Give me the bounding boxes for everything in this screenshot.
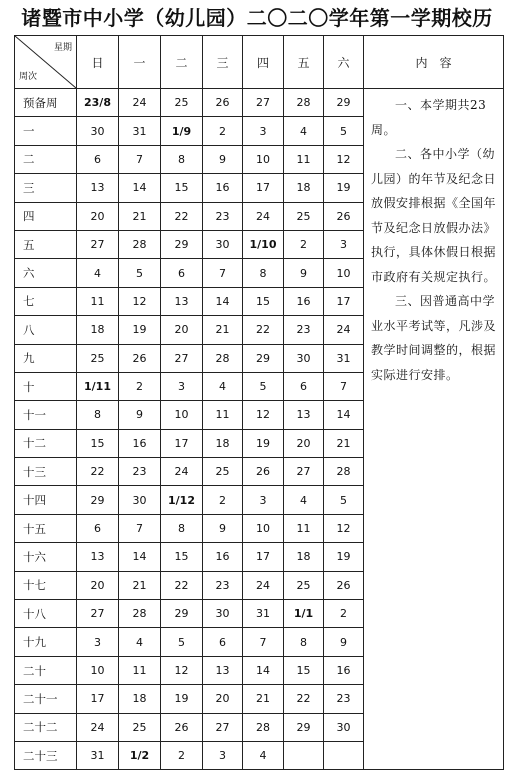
date-cell: 21 — [324, 429, 364, 457]
date-cell: 26 — [119, 344, 161, 372]
date-cell: 27 — [284, 458, 324, 486]
date-cell: 3 — [203, 741, 243, 769]
date-cell: 11 — [119, 656, 161, 684]
date-cell: 31 — [77, 741, 119, 769]
date-cell: 18 — [119, 685, 161, 713]
date-cell: 27 — [77, 230, 119, 258]
date-cell: 7 — [243, 628, 284, 656]
date-cell: 6 — [77, 145, 119, 173]
corner-week-label: 周次 — [19, 72, 38, 82]
date-cell: 3 — [243, 117, 284, 145]
week-row — [15, 89, 504, 117]
date-cell: 28 — [243, 713, 284, 741]
date-cell: 1/10 — [243, 230, 284, 258]
date-cell: 27 — [203, 713, 243, 741]
date-cell: 26 — [203, 89, 243, 117]
date-cell: 17 — [161, 429, 203, 457]
date-cell: 7 — [203, 259, 243, 287]
content-paragraph: 一、本学期共23周。 — [371, 98, 487, 137]
header-content: 内 容 — [364, 36, 504, 89]
date-cell: 4 — [203, 372, 243, 400]
date-cell: 21 — [243, 685, 284, 713]
date-cell: 11 — [77, 287, 119, 315]
date-cell: 20 — [203, 685, 243, 713]
date-cell: 5 — [119, 259, 161, 287]
date-cell: 17 — [243, 543, 284, 571]
date-cell: 11 — [284, 514, 324, 542]
date-cell: 2 — [203, 486, 243, 514]
date-cell: 2 — [119, 372, 161, 400]
date-cell: 7 — [119, 514, 161, 542]
date-cell: 22 — [243, 316, 284, 344]
date-cell: 30 — [203, 230, 243, 258]
date-cell: 5 — [324, 486, 364, 514]
date-cell: 6 — [284, 372, 324, 400]
date-cell: 22 — [77, 458, 119, 486]
date-cell: 30 — [203, 600, 243, 628]
week-label: 二 — [15, 145, 77, 173]
date-cell: 10 — [161, 401, 203, 429]
date-cell: 12 — [324, 145, 364, 173]
week-label: 十三 — [15, 458, 77, 486]
week-label: 十七 — [15, 571, 77, 599]
date-cell: 18 — [284, 174, 324, 202]
date-cell: 14 — [119, 174, 161, 202]
date-cell: 29 — [324, 89, 364, 117]
date-cell: 18 — [284, 543, 324, 571]
date-cell: 24 — [77, 713, 119, 741]
date-cell: 20 — [161, 316, 203, 344]
date-cell: 16 — [203, 543, 243, 571]
date-cell: 9 — [324, 628, 364, 656]
content-cell — [364, 89, 504, 770]
date-cell: 26 — [324, 202, 364, 230]
week-label: 五 — [15, 230, 77, 258]
date-cell: 13 — [284, 401, 324, 429]
date-cell: 13 — [77, 543, 119, 571]
calendar-table — [14, 35, 504, 770]
date-cell: 2 — [284, 230, 324, 258]
date-cell: 16 — [284, 287, 324, 315]
week-label: 十四 — [15, 486, 77, 514]
date-cell: 29 — [243, 344, 284, 372]
date-cell: 24 — [119, 89, 161, 117]
header-day: 五 — [284, 36, 324, 89]
date-cell: 17 — [77, 685, 119, 713]
date-cell: 10 — [77, 656, 119, 684]
date-cell: 27 — [243, 89, 284, 117]
date-cell: 23/8 — [77, 89, 119, 117]
date-cell: 15 — [161, 543, 203, 571]
week-label: 七 — [15, 287, 77, 315]
week-label: 三 — [15, 174, 77, 202]
date-cell: 5 — [324, 117, 364, 145]
date-cell: 4 — [243, 741, 284, 769]
week-label: 四 — [15, 202, 77, 230]
date-cell: 18 — [77, 316, 119, 344]
date-cell: 5 — [161, 628, 203, 656]
date-cell: 17 — [324, 287, 364, 315]
date-cell: 21 — [119, 202, 161, 230]
week-label: 十一 — [15, 401, 77, 429]
header-day: 一 — [119, 36, 161, 89]
week-label: 十九 — [15, 628, 77, 656]
date-cell: 1/9 — [161, 117, 203, 145]
date-cell: 8 — [284, 628, 324, 656]
date-cell: 1/1 — [284, 600, 324, 628]
date-cell: 17 — [243, 174, 284, 202]
date-cell: 19 — [324, 174, 364, 202]
date-cell: 9 — [284, 259, 324, 287]
corner-weekday-label: 星期 — [53, 43, 72, 53]
date-cell: 18 — [203, 429, 243, 457]
week-label: 十五 — [15, 514, 77, 542]
date-cell: 14 — [119, 543, 161, 571]
date-cell: 31 — [324, 344, 364, 372]
date-cell: 21 — [119, 571, 161, 599]
date-cell: 31 — [119, 117, 161, 145]
date-cell: 15 — [77, 429, 119, 457]
date-cell: 15 — [161, 174, 203, 202]
date-cell: 22 — [161, 571, 203, 599]
date-cell: 25 — [119, 713, 161, 741]
date-cell: 25 — [161, 89, 203, 117]
date-cell: 4 — [119, 628, 161, 656]
date-cell: 9 — [203, 514, 243, 542]
date-cell: 30 — [324, 713, 364, 741]
date-cell: 14 — [324, 401, 364, 429]
date-cell — [284, 741, 324, 769]
date-cell: 20 — [284, 429, 324, 457]
date-cell: 2 — [324, 600, 364, 628]
date-cell: 28 — [284, 89, 324, 117]
date-cell: 23 — [203, 202, 243, 230]
date-cell: 25 — [203, 458, 243, 486]
week-label: 八 — [15, 316, 77, 344]
date-cell: 15 — [243, 287, 284, 315]
date-cell: 30 — [284, 344, 324, 372]
week-label: 二十三 — [15, 741, 77, 769]
date-cell: 12 — [119, 287, 161, 315]
date-cell: 19 — [324, 543, 364, 571]
date-cell: 20 — [77, 202, 119, 230]
date-cell: 5 — [243, 372, 284, 400]
date-cell: 8 — [161, 145, 203, 173]
date-cell: 29 — [161, 230, 203, 258]
date-cell: 7 — [324, 372, 364, 400]
week-label: 预备周 — [15, 89, 77, 117]
week-label: 六 — [15, 259, 77, 287]
date-cell: 19 — [243, 429, 284, 457]
date-cell: 14 — [203, 287, 243, 315]
header-row — [15, 36, 504, 89]
date-cell: 27 — [161, 344, 203, 372]
date-cell: 26 — [243, 458, 284, 486]
date-cell: 1/2 — [119, 741, 161, 769]
week-label: 一 — [15, 117, 77, 145]
date-cell: 4 — [284, 486, 324, 514]
date-cell: 13 — [161, 287, 203, 315]
week-label: 十二 — [15, 429, 77, 457]
date-cell: 24 — [324, 316, 364, 344]
header-day: 六 — [324, 36, 364, 89]
date-cell: 8 — [243, 259, 284, 287]
date-cell: 11 — [284, 145, 324, 173]
week-label: 十八 — [15, 600, 77, 628]
date-cell: 14 — [243, 656, 284, 684]
date-cell: 30 — [119, 486, 161, 514]
date-cell: 3 — [77, 628, 119, 656]
content-paragraph: 二、各中小学（幼儿园）的年节及纪念日放假安排根据《全国年节及纪念日放假办法》执行，具体休假日根据市政府有关规定执行。 — [371, 147, 497, 284]
date-cell: 12 — [243, 401, 284, 429]
date-cell: 9 — [119, 401, 161, 429]
date-cell: 24 — [243, 202, 284, 230]
date-cell: 11 — [203, 401, 243, 429]
date-cell: 2 — [161, 741, 203, 769]
date-cell: 22 — [284, 685, 324, 713]
date-cell: 28 — [119, 230, 161, 258]
date-cell: 3 — [324, 230, 364, 258]
date-cell: 4 — [284, 117, 324, 145]
date-cell: 7 — [119, 145, 161, 173]
date-cell: 24 — [161, 458, 203, 486]
header-day: 二 — [161, 36, 203, 89]
date-cell: 27 — [77, 600, 119, 628]
date-cell: 8 — [77, 401, 119, 429]
date-cell: 3 — [243, 486, 284, 514]
header-day: 四 — [243, 36, 284, 89]
date-cell: 16 — [324, 656, 364, 684]
date-cell — [324, 741, 364, 769]
date-cell: 16 — [203, 174, 243, 202]
date-cell: 29 — [161, 600, 203, 628]
week-label: 九 — [15, 344, 77, 372]
date-cell: 22 — [161, 202, 203, 230]
content-paragraph: 三、因普通高中学业水平考试等，凡涉及教学时间调整的，根据实际进行安排。 — [371, 294, 497, 382]
date-cell: 25 — [77, 344, 119, 372]
date-cell: 25 — [284, 202, 324, 230]
date-cell: 19 — [119, 316, 161, 344]
date-cell: 6 — [77, 514, 119, 542]
date-cell: 23 — [324, 685, 364, 713]
date-cell: 9 — [203, 145, 243, 173]
date-cell: 15 — [284, 656, 324, 684]
date-cell: 24 — [243, 571, 284, 599]
date-cell: 10 — [243, 145, 284, 173]
week-label: 二十二 — [15, 713, 77, 741]
date-cell: 1/11 — [77, 372, 119, 400]
header-day: 日 — [77, 36, 119, 89]
date-cell: 12 — [161, 656, 203, 684]
week-label: 二十一 — [15, 685, 77, 713]
date-cell: 23 — [284, 316, 324, 344]
date-cell: 6 — [203, 628, 243, 656]
date-cell: 26 — [161, 713, 203, 741]
date-cell: 6 — [161, 259, 203, 287]
date-cell: 30 — [77, 117, 119, 145]
corner-cell — [15, 36, 77, 89]
date-cell: 31 — [243, 600, 284, 628]
date-cell: 10 — [324, 259, 364, 287]
date-cell: 29 — [77, 486, 119, 514]
date-cell: 29 — [284, 713, 324, 741]
date-cell: 23 — [119, 458, 161, 486]
date-cell: 16 — [119, 429, 161, 457]
date-cell: 13 — [77, 174, 119, 202]
date-cell: 28 — [203, 344, 243, 372]
date-cell: 3 — [161, 372, 203, 400]
date-cell: 19 — [161, 685, 203, 713]
date-cell: 23 — [203, 571, 243, 599]
header-day: 三 — [203, 36, 243, 89]
date-cell: 28 — [119, 600, 161, 628]
date-cell: 21 — [203, 316, 243, 344]
page-title: 诸暨市中小学（幼儿园）二〇二〇学年第一学期校历 — [21, 6, 493, 30]
week-label: 十六 — [15, 543, 77, 571]
date-cell: 20 — [77, 571, 119, 599]
date-cell: 4 — [77, 259, 119, 287]
week-label: 二十 — [15, 656, 77, 684]
date-cell: 13 — [203, 656, 243, 684]
date-cell: 28 — [324, 458, 364, 486]
date-cell: 1/12 — [161, 486, 203, 514]
date-cell: 12 — [324, 514, 364, 542]
date-cell: 25 — [284, 571, 324, 599]
date-cell: 8 — [161, 514, 203, 542]
date-cell: 26 — [324, 571, 364, 599]
date-cell: 2 — [203, 117, 243, 145]
date-cell: 10 — [243, 514, 284, 542]
week-label: 十 — [15, 372, 77, 400]
